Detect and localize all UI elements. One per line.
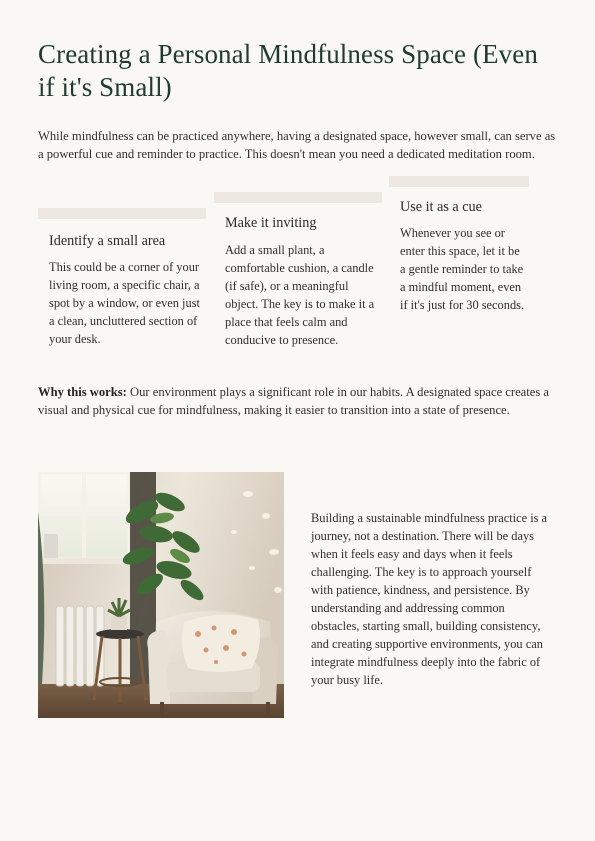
step-bar xyxy=(38,208,206,219)
step-body: Add a small plant, a comfortable cushion, a candle (if safe), or a meaningful object. The key is to make it a place that feels calm and conducive to presence. xyxy=(225,243,375,347)
mindfulness-corner-photo xyxy=(38,472,284,718)
why-text: Our environment plays a significant role in our habits. A designated space creates a visual and physical cue for mindfulness, making it easier to transition into a state of presence. xyxy=(38,385,549,417)
step-title: Make it inviting xyxy=(225,215,317,231)
page-title: Creating a Personal Mindfulness Space (Even if it's Small) xyxy=(38,39,538,102)
intro-paragraph: While mindfulness can be practiced anywhere, having a designated space, however small, can serve as a powerful cue and reminder to practice. This doesn't mean you need a dedicated meditation room. xyxy=(38,129,556,161)
closing-paragraph: Building a sustainable mindfulness practice is a journey, not a destination. There will be days when it feels easy and days when it feels challenging. The key is to approach yourself with patience, kindness, and persistence. By understanding and addressing common obstacles, starting small, building consistency, and creating supportive environments, you can integrate mindfulness deeply into the fabric of your busy life. xyxy=(311,511,548,687)
step-body: This could be a corner of your living room, a specific chair, a spot by a window, or even just a clean, uncluttered section of your desk. xyxy=(49,260,200,346)
why-label: Why this works: xyxy=(38,385,127,399)
step-bar xyxy=(389,176,529,187)
step-card-identify xyxy=(38,208,206,348)
step-card-inviting xyxy=(214,192,382,349)
step-bar xyxy=(214,192,382,203)
step-title: Identify a small area xyxy=(49,233,166,249)
step-title: Use it as a cue xyxy=(400,199,482,215)
step-card-cue xyxy=(389,176,529,314)
why-this-works-paragraph xyxy=(38,383,560,419)
step-body: Whenever you see or enter this space, let it be a gentle reminder to take a mindful moment, even if it's just for 30 seconds. xyxy=(400,226,525,312)
